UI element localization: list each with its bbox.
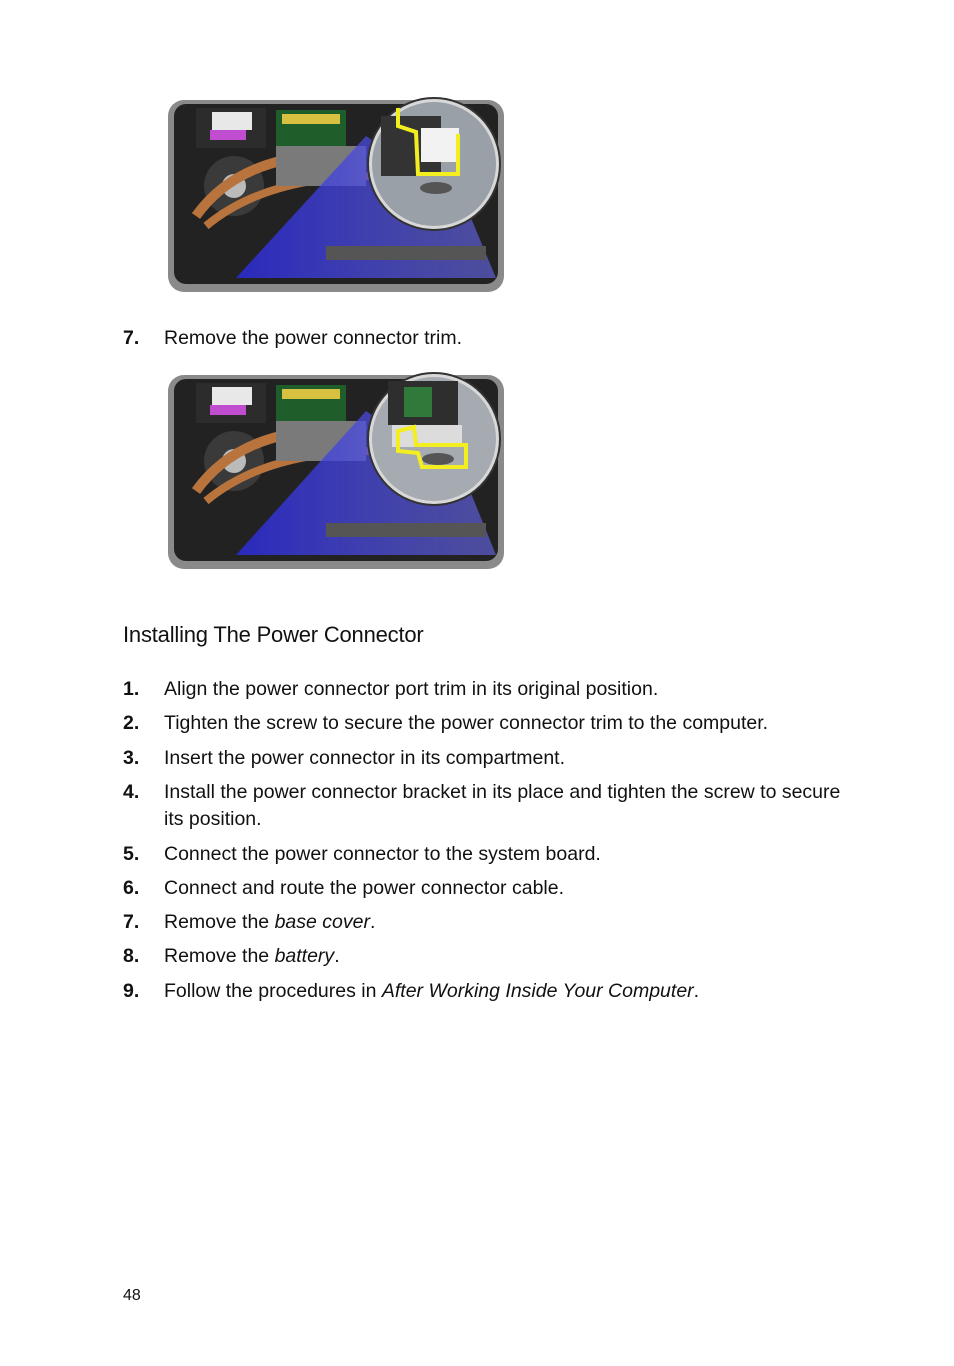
- step-text: Tighten the screw to secure the power connector trim to the computer.: [164, 712, 769, 734]
- base-cover-link[interactable]: base cover: [274, 911, 370, 933]
- battery-link[interactable]: battery: [274, 945, 335, 967]
- step-number: 1.: [123, 678, 140, 700]
- step-text: Align the power connector port trim in its original position.: [164, 678, 659, 700]
- step-number: 8.: [123, 945, 140, 967]
- section-heading: Installing The Power Connector: [123, 622, 424, 647]
- step-number: 5.: [123, 843, 140, 865]
- step-text-prefix: Remove the: [164, 911, 275, 933]
- page-number: 48: [123, 1287, 141, 1304]
- step-number: 7.: [123, 327, 140, 349]
- step-number: 2.: [123, 712, 140, 734]
- step-text: Connect the power connector to the system board.: [164, 843, 601, 865]
- step-text: Connect and route the power connector cable.: [164, 877, 565, 899]
- step-text: [164, 909, 844, 936]
- step-number: 3.: [123, 747, 140, 769]
- step-text: [164, 978, 844, 1005]
- after-working-inside-link[interactable]: After Working Inside Your Computer: [381, 980, 694, 1002]
- step-text-suffix: .: [369, 911, 376, 933]
- step-number: 7.: [123, 911, 140, 933]
- step-text: Insert the power connector in its compartment.: [164, 747, 566, 769]
- laptop-power-connector-photo-2: [166, 363, 508, 573]
- step-text: Remove the power connector trim.: [164, 327, 463, 349]
- step-text-suffix: .: [693, 980, 700, 1002]
- step-text: [164, 943, 844, 970]
- step-number: 9.: [123, 980, 140, 1002]
- step-number: 4.: [123, 781, 140, 803]
- step-text-prefix: Remove the: [164, 945, 275, 967]
- step-number: 6.: [123, 877, 140, 899]
- step-text-suffix: .: [334, 945, 340, 967]
- step-text: Install the power connector bracket in its place and tighten the screw to secure its position.: [164, 781, 841, 830]
- laptop-power-connector-photo-1: [166, 86, 508, 296]
- step-text-prefix: Follow the procedures in: [164, 980, 382, 1002]
